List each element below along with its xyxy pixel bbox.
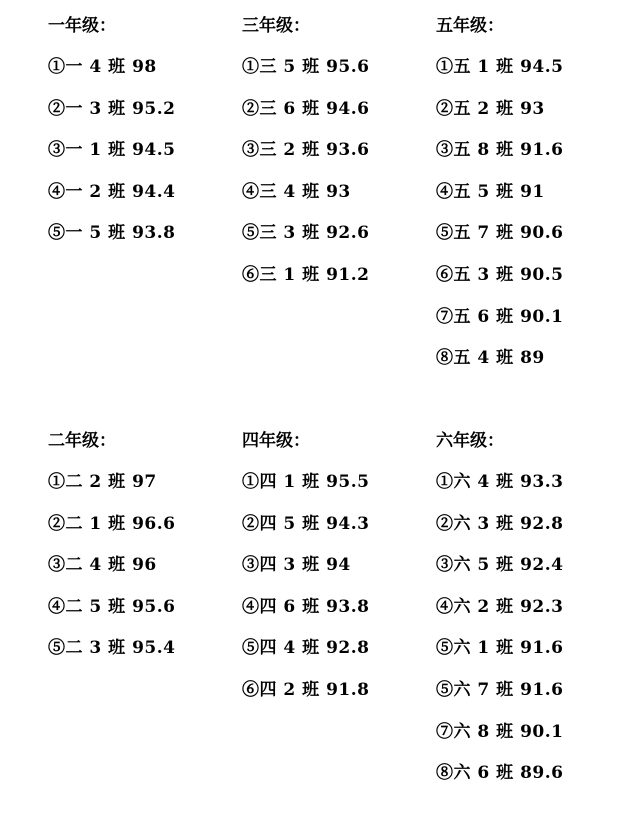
grade-5-section	[436, 14, 626, 388]
grade-6-entry-3: ③六 5 班 92.4	[436, 555, 564, 576]
grade-6-entry-8: ⑧六 6 班 89.6	[436, 763, 564, 784]
grade-6-title: 六年级：	[436, 431, 504, 451]
grade-4-entry-1: ①四 1 班 95.5	[242, 472, 370, 492]
grade-6-entry-4: ④六 2 班 92.3	[436, 596, 564, 617]
grade-1-title: 一年级：	[48, 16, 116, 36]
grade-6-entry-1: ①六 4 班 93.3	[436, 472, 564, 492]
grade-4-entry-6: ⑥四 2 班 91.8	[242, 679, 370, 700]
grade-5-entry-3: ③五 8 班 91.6	[436, 140, 564, 161]
grade-1-section	[48, 14, 238, 263]
grade-5-entry-5: ⑤五 7 班 90.6	[436, 223, 564, 244]
grade-1-entry-5: ⑤一 5 班 93.8	[48, 223, 176, 244]
grade-5-entry-2: ②五 2 班 93	[436, 98, 545, 119]
grade-1-entry-1: ①一 4 班 98	[48, 57, 157, 77]
grade-5-entry-7: ⑦五 6 班 90.1	[436, 306, 564, 327]
grade-5-entry-4: ④五 5 班 91	[436, 181, 545, 202]
grade-3-entry-4: ④三 4 班 93	[242, 181, 351, 202]
grade-4-section	[242, 429, 432, 720]
grade-3-entry-5: ⑤三 3 班 92.6	[242, 223, 370, 244]
grade-3-entry-1: ①三 5 班 95.6	[242, 57, 370, 77]
grade-2-entry-4: ④二 5 班 95.6	[48, 596, 176, 617]
grade-2-entry-1: ①二 2 班 97	[48, 472, 157, 492]
grade-3-entry-2: ②三 6 班 94.6	[242, 98, 370, 119]
grade-4-title: 四年级：	[242, 431, 310, 451]
grade-5-entry-8: ⑧五 4 班 89	[436, 348, 545, 369]
grade-1-entry-4: ④一 2 班 94.4	[48, 181, 176, 202]
grade-6-entry-2: ②六 3 班 92.8	[436, 513, 564, 534]
grade-2-entry-2: ②二 1 班 96.6	[48, 513, 176, 534]
grade-2-section	[48, 429, 238, 678]
grade-5-entry-1: ①五 1 班 94.5	[436, 57, 564, 77]
grade-2-title: 二年级：	[48, 431, 116, 451]
grade-1-entry-3: ③一 1 班 94.5	[48, 140, 176, 161]
grade-3-title: 三年级：	[242, 16, 310, 36]
grade-6-entry-7: ⑦六 8 班 90.1	[436, 721, 564, 742]
grade-6-entry-6: ⑤六 7 班 91.6	[436, 679, 564, 700]
grade-5-title: 五年级：	[436, 16, 504, 36]
grade-1-entry-2: ②一 3 班 95.2	[48, 98, 176, 119]
grade-3-entry-6: ⑥三 1 班 91.2	[242, 264, 370, 285]
grade-4-entry-5: ⑤四 4 班 92.8	[242, 638, 370, 659]
grade-6-section	[436, 429, 626, 803]
grade-4-entry-3: ③四 3 班 94	[242, 555, 351, 576]
grade-3-entry-3: ③三 2 班 93.6	[242, 140, 370, 161]
grade-4-entry-2: ②四 5 班 94.3	[242, 513, 370, 534]
grade-3-section	[242, 14, 432, 305]
grade-2-entry-5: ⑤二 3 班 95.4	[48, 638, 176, 659]
grade-4-entry-4: ④四 6 班 93.8	[242, 596, 370, 617]
grade-2-entry-3: ③二 4 班 96	[48, 555, 157, 576]
grade-6-entry-5: ⑤六 1 班 91.6	[436, 638, 564, 659]
grade-5-entry-6: ⑥五 3 班 90.5	[436, 264, 564, 285]
